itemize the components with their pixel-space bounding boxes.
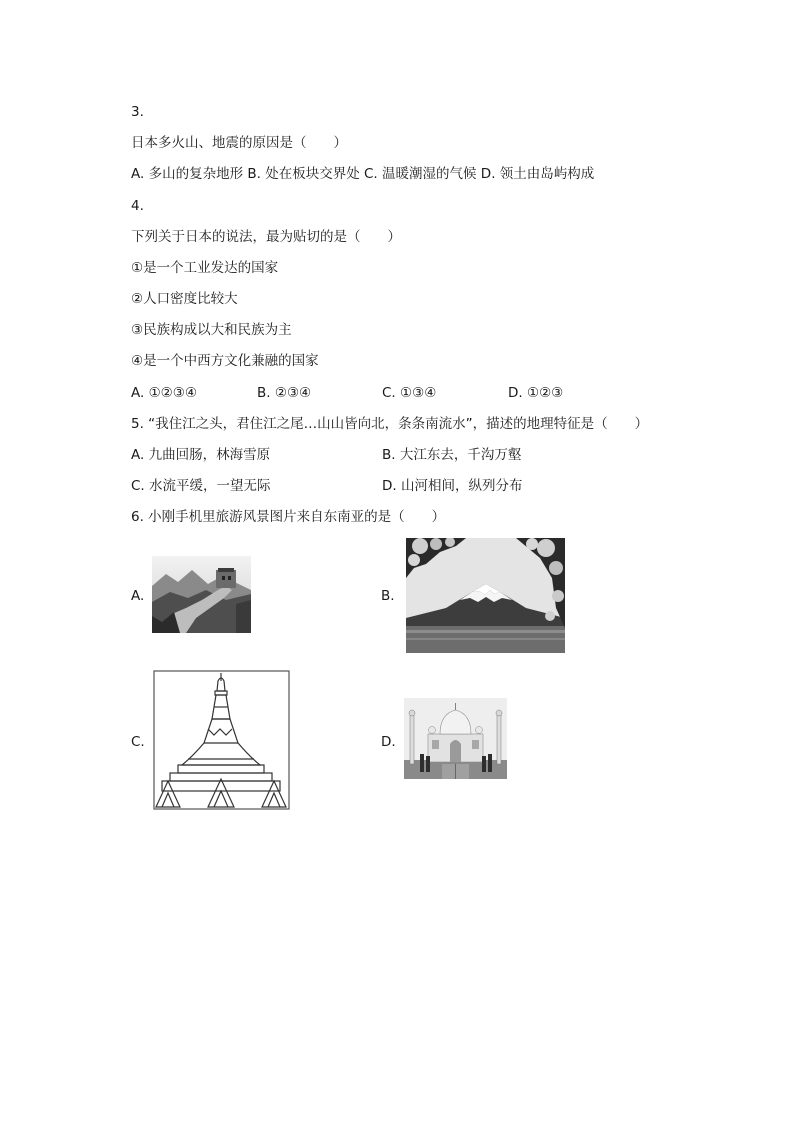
q5-option-c: C. 水流平缓，一望无际 (131, 478, 271, 494)
q4-item-3: ③民族构成以大和民族为主 (131, 322, 292, 338)
q4-stem: 下列关于日本的说法，最为贴切的是（ ） (131, 229, 401, 245)
q6-label-c: C. (131, 734, 145, 750)
q6-label-a: A. (131, 588, 145, 604)
q5-option-d: D. 山河相间，纵列分布 (382, 478, 523, 494)
q4-option-c: C. ①③④ (382, 385, 437, 401)
q5-option-a: A. 九曲回肠，林海雪原 (131, 447, 271, 463)
q6-label-b: B. (381, 588, 395, 604)
q4-item-2: ②人口密度比较大 (131, 291, 238, 307)
q4-item-4: ④是一个中西方文化兼融的国家 (131, 353, 319, 369)
q5-stem: 5. “我住江之头，君住江之尾…山山皆向北，条条南流水”，描述的地理特征是（ ） (131, 416, 649, 432)
q4-number: 4. (131, 198, 144, 214)
q3-options: A. 多山的复杂地形 B. 处在板块交界处 C. 温暖潮湿的气候 D. 领土由岛屿构成 (131, 166, 595, 182)
q4-item-1: ①是一个工业发达的国家 (131, 260, 279, 276)
great-wall-photo (152, 556, 251, 633)
mount-fuji-photo (406, 538, 565, 653)
q6-label-d: D. (381, 734, 396, 750)
q4-option-b: B. ②③④ (257, 385, 312, 401)
q3-stem: 日本多火山、地震的原因是（ ） (131, 135, 347, 151)
q4-option-d: D. ①②③ (508, 385, 564, 401)
q4-option-a: A. ①②③④ (131, 385, 197, 401)
taj-mahal-photo (404, 698, 507, 779)
q6-stem: 6. 小刚手机里旅游风景图片来自东南亚的是（ ） (131, 509, 446, 525)
q3-number: 3. (131, 104, 144, 120)
pagoda-line-drawing (152, 669, 291, 811)
q5-option-b: B. 大江东去，千沟万壑 (382, 447, 522, 463)
